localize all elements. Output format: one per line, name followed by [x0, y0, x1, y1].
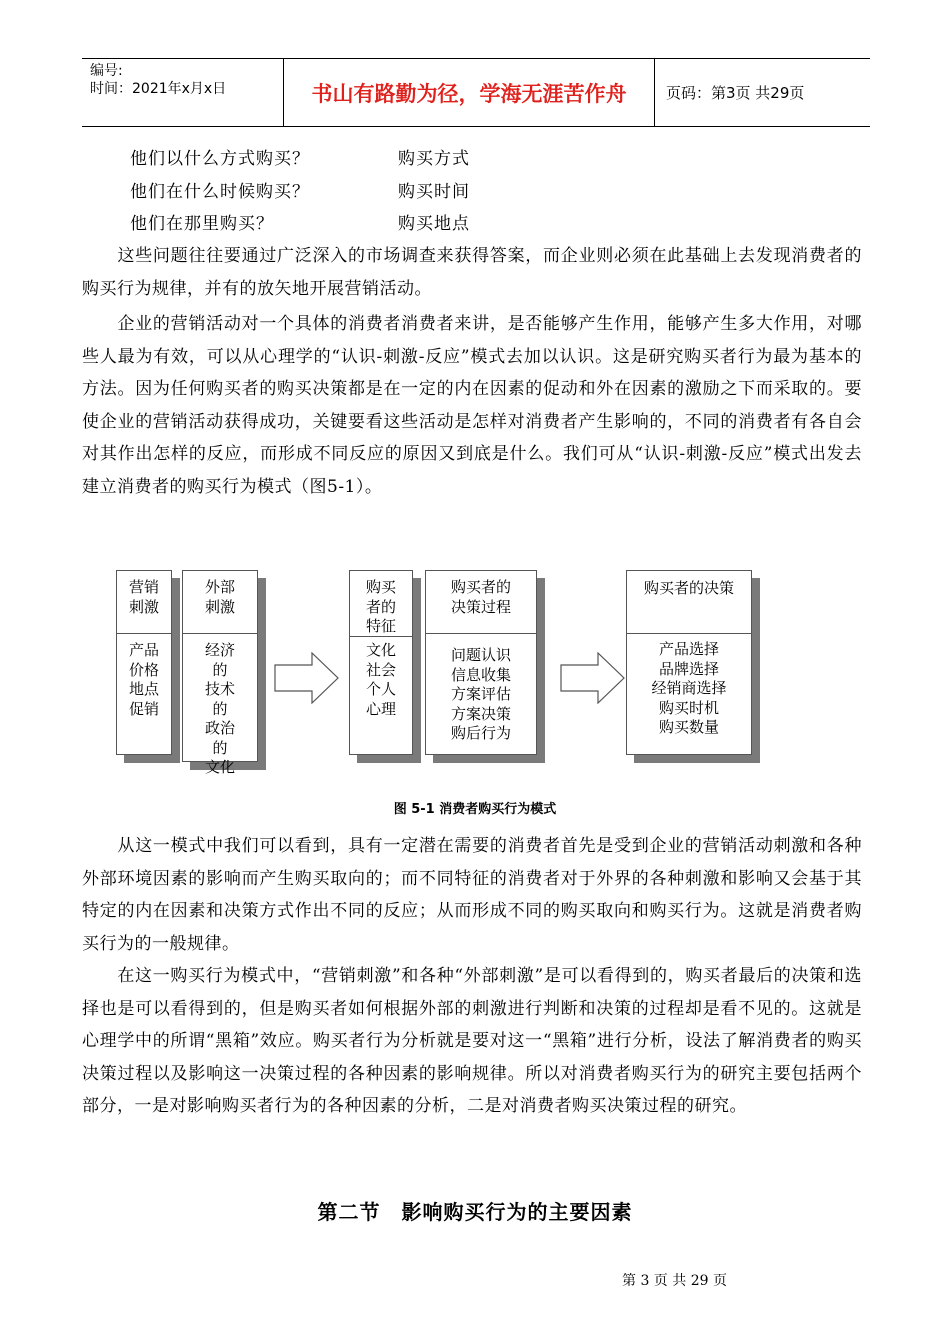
paragraph-2: 企业的营销活动对一个具体的消费者消费者来讲，是否能够产生作用，能够产生多大作用，对哪些人最为有效，可以从心理学的“认识-刺激-反应”模式去加以认识。这是研究购买者行为最为基本的方法。因为任何购买者的购买决策都是在一定的内在因素的促动和外在因素的激励之下而采取的。要使企业的营销活动获得成功，关键要看这些活动是怎样对消费者产生影响的，不同的消费者有各自会对其作出怎样的反应，而形成不同反应的原因又到底是什么。我们可从“认识-刺激-反应”模式出发去建立消费者的购买行为模式（图5-1）。 — [82, 314, 862, 497]
header-divider-right — [654, 58, 655, 126]
marketing-stimulus-items: 产品 价格 地点 促销 — [128, 641, 159, 718]
external-stimulus-items: 经济 的 技术 的 政治 的 文化 — [204, 641, 235, 776]
paragraph-4: 在这一购买行为模式中，“营销刺激”和各种“外部刺激”是可以看得到的，购买者最后的决策和选择也是可以看得到的，但是购买者如何根据外部的刺激进行判断和决策的过程却是看不见的。这就是心理学中的所谓“黑箱”效应。购买者行为分析就是要对这一“黑箱”进行分析，设法了解消费者的购买决策过程以及影响这一决策过程的各种因素的影响规律。所以对消费者购买行为的研究主要包括两个部分，一是对影响购买者行为的各种因素的分析，二是对消费者购买决策过程的研究。 — [82, 966, 862, 1116]
qa-answer-1: 购买方式 — [398, 149, 470, 169]
decision-process-items: 问题认识 信息收集 方案评估 方案决策 购后行为 — [450, 646, 511, 742]
buyer-decision-box — [626, 570, 752, 755]
qa-question-1: 他们以什么方式购买？ — [130, 149, 310, 169]
header-motto: 书山有路勤为径，学海无涯苦作舟 — [311, 82, 627, 106]
qa-answer-2: 购买时间 — [398, 182, 470, 202]
flow-arrow-2-icon — [560, 652, 626, 704]
decision-process-box — [425, 570, 537, 755]
decision-process-title: 购买者的 决策过程 — [450, 578, 511, 616]
header-bottom-rule — [82, 126, 870, 127]
qa-answer-3: 购买地点 — [398, 214, 470, 234]
buyer-traits-box — [349, 570, 413, 755]
marketing-stimulus-box — [116, 570, 172, 755]
page-footer: 第 3 页 共 29 页 — [622, 1273, 727, 1289]
figure-caption: 图 5-1 消费者购买行为模式 — [393, 802, 557, 817]
paragraph-3: 从这一模式中我们可以看到，具有一定潜在需要的消费者首先是受到企业的营销活动刺激和各种外部环境因素的影响而产生购买取向的；而不同特征的消费者对于外界的各种刺激和影响又会基于其特定的内在因素和决策方式作出不同的反应；从而形成不同的购买取向和购买行为。这就是消费者购买行为的一般规律。 — [82, 836, 862, 954]
buyer-traits-title: 购买 者的 特征 — [365, 578, 396, 635]
section-title: 第二节 影响购买行为的主要因素 — [317, 1200, 633, 1224]
marketing-stimulus-title: 营销 刺激 — [128, 578, 159, 616]
qa-question-2: 他们在什么时候购买？ — [130, 182, 310, 202]
doc-number-label: 编号: — [90, 63, 123, 79]
buyer-traits-items: 文化 社会 个人 心理 — [365, 641, 396, 718]
external-stimulus-box — [182, 570, 258, 776]
header-page-info: 页码：第3页 共29页 — [666, 84, 805, 102]
buyer-decision-title: 购买者的决策 — [643, 579, 734, 597]
doc-time-label: 时间：2021年x月x日 — [90, 81, 227, 97]
flow-arrow-1-icon — [274, 652, 340, 704]
header-top-rule — [82, 58, 870, 59]
external-stimulus-title: 外部 刺激 — [204, 578, 235, 616]
qa-question-3: 他们在那里购买？ — [130, 214, 274, 234]
buyer-decision-items: 产品选择 品牌选择 经销商选择 购买时机 购买数量 — [651, 640, 727, 736]
paragraph-1: 这些问题往往要通过广泛深入的市场调查来获得答案，而企业则必须在此基础上去发现消费者的购买行为规律，并有的放矢地开展营销活动。 — [82, 246, 862, 299]
